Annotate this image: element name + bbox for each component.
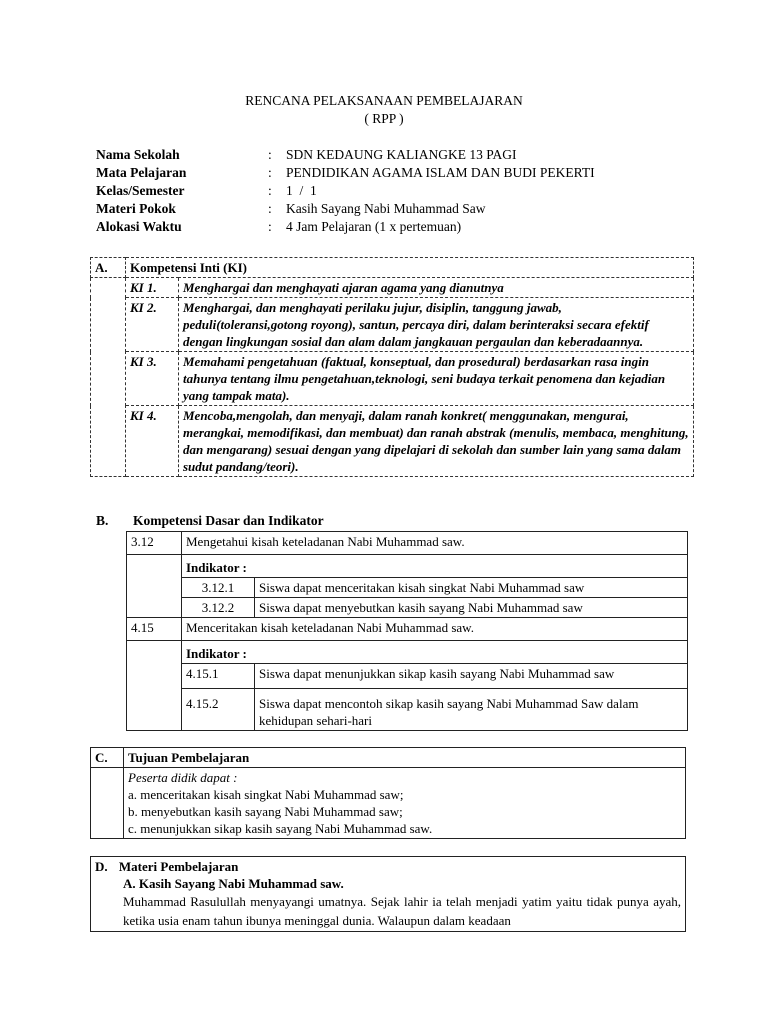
kd-row xyxy=(127,618,688,641)
identity-colon: : xyxy=(268,147,272,162)
identity-label: Kelas/Semester xyxy=(96,183,185,198)
indicator-text: Siswa dapat menceritakan kisah singkat Nabi Muhammad saw xyxy=(255,578,688,598)
section-d-body xyxy=(91,857,686,932)
indicator-label: Indikator : xyxy=(182,641,688,664)
ki-row xyxy=(91,298,694,352)
section-b-table xyxy=(126,531,688,731)
indicator-row xyxy=(127,598,688,618)
section-c-title: Tujuan Pembelajaran xyxy=(124,748,686,768)
identity-colon: : xyxy=(268,183,272,198)
tujuan-item: a. menceritakan kisah singkat Nabi Muhammad saw; xyxy=(128,787,404,802)
section-c-body xyxy=(124,768,686,839)
materi-paragraph: Muhammad Rasulullah menyayangi umatnya. Sejak lahir ia telah menjadi yatim yaitu tidak punya ayah, ketika usia enam tahun ibunya meninggal dunia. Walaupun dalam keadaan xyxy=(123,894,681,928)
section-a-title: Kompetensi Inti (KI) xyxy=(126,258,694,278)
tujuan-intro: Peserta didik dapat : xyxy=(128,770,238,785)
indicator-code: 3.12.2 xyxy=(182,598,255,618)
kd-text: Menceritakan kisah keteladanan Nabi Muhammad saw. xyxy=(182,618,688,641)
identity-row xyxy=(96,201,706,219)
section-c-letter: C. xyxy=(91,748,124,768)
kd-row xyxy=(127,532,688,555)
ki-text: Menghargai, dan menghayati perilaku jujur, disiplin, tanggung jawab, peduli(toleransi,gotong royong), santun, percaya diri, dalam berinteraksi secara efektif dengan lingkungan sosial dan alam dalam jangkauan pergaulan dan keberadaannya. xyxy=(179,298,694,352)
indicator-row xyxy=(127,578,688,598)
identity-value: Kasih Sayang Nabi Muhammad Saw xyxy=(286,201,486,216)
indicator-code: 3.12.1 xyxy=(182,578,255,598)
identity-colon: : xyxy=(268,201,272,216)
tujuan-item: b. menyebutkan kasih sayang Nabi Muhammad saw; xyxy=(128,804,403,819)
section-a-letter: A. xyxy=(91,258,126,278)
identity-table xyxy=(96,147,706,237)
ki-text: Memahami pengetahuan (faktual, konseptual, dan prosedural) berdasarkan rasa ingin tahunya tentang ilmu pengetahuan,teknologi, seni budaya terkait penomena dan kejadian yang tampak mata). xyxy=(179,352,694,406)
identity-label: Nama Sekolah xyxy=(96,147,180,162)
identity-colon: : xyxy=(268,219,272,234)
document-title: RENCANA PELAKSANAAN PEMBELAJARAN xyxy=(245,93,523,108)
identity-colon: : xyxy=(268,165,272,180)
identity-value: PENDIDIKAN AGAMA ISLAM DAN BUDI PEKERTI xyxy=(286,165,595,180)
indicator-code: 4.15.1 xyxy=(182,664,255,689)
identity-label: Alokasi Waktu xyxy=(96,219,182,234)
ki-row xyxy=(91,352,694,406)
materi-subtitle: A. Kasih Sayang Nabi Muhammad saw. xyxy=(123,876,344,891)
kd-code: 4.15 xyxy=(127,618,182,641)
identity-row xyxy=(96,165,706,183)
ki-code: KI 4. xyxy=(126,406,179,477)
tujuan-item: c. menunjukkan sikap kasih sayang Nabi Muhammad saw. xyxy=(128,821,433,836)
indicator-label: Indikator : xyxy=(182,555,688,578)
indicator-row xyxy=(127,664,688,689)
indicator-text: Siswa dapat menyebutkan kasih sayang Nabi Muhammad saw xyxy=(255,598,688,618)
identity-value: 4 Jam Pelajaran (1 x pertemuan) xyxy=(286,219,462,234)
identity-value: 1 / 1 xyxy=(286,183,317,198)
indicator-code: 4.15.2 xyxy=(182,689,255,731)
identity-label: Mata Pelajaran xyxy=(96,165,187,180)
identity-row xyxy=(96,147,706,165)
section-c-table xyxy=(90,747,686,839)
ki-text: Mencoba,mengolah, dan menyaji, dalam ranah konkret( menggunakan, mengurai, merangkai, memodifikasi, dan membuat) dan ranah abstrak (menulis, membaca, menghitung, dan mengarang) sesuai dengan yang dipelajari di sekolah dan sumber lain yang sama dalam sudut pandang/teori). xyxy=(179,406,694,477)
ki-text: Menghargai dan menghayati ajaran agama yang dianutnya xyxy=(179,278,694,298)
indicator-row xyxy=(127,689,688,731)
ki-row xyxy=(91,278,694,298)
identity-value: SDN KEDAUNG KALIANGKE 13 PAGI xyxy=(286,147,517,162)
ki-row xyxy=(91,406,694,477)
ki-code: KI 2. xyxy=(126,298,179,352)
identity-row xyxy=(96,183,706,201)
identity-label: Materi Pokok xyxy=(96,201,176,216)
section-d-table xyxy=(90,856,686,932)
indicator-text: Siswa dapat menunjukkan sikap kasih sayang Nabi Muhammad saw xyxy=(255,664,688,689)
section-d-title: Materi Pembelajaran xyxy=(118,859,239,874)
section-b-letter: B. xyxy=(96,513,109,528)
kd-code: 3.12 xyxy=(127,532,182,555)
indicator-text: Siswa dapat mencontoh sikap kasih sayang Nabi Muhammad Saw dalam kehidupan sehari-hari xyxy=(255,689,688,731)
document-subtitle: ( RPP ) xyxy=(364,111,404,126)
kd-text: Mengetahui kisah keteladanan Nabi Muhammad saw. xyxy=(182,532,688,555)
section-d-letter: D. xyxy=(95,859,108,874)
ki-code: KI 3. xyxy=(126,352,179,406)
ki-code: KI 1. xyxy=(126,278,179,298)
section-a-table xyxy=(90,257,694,477)
identity-row xyxy=(96,219,706,237)
section-b-title: Kompetensi Dasar dan Indikator xyxy=(133,513,324,528)
